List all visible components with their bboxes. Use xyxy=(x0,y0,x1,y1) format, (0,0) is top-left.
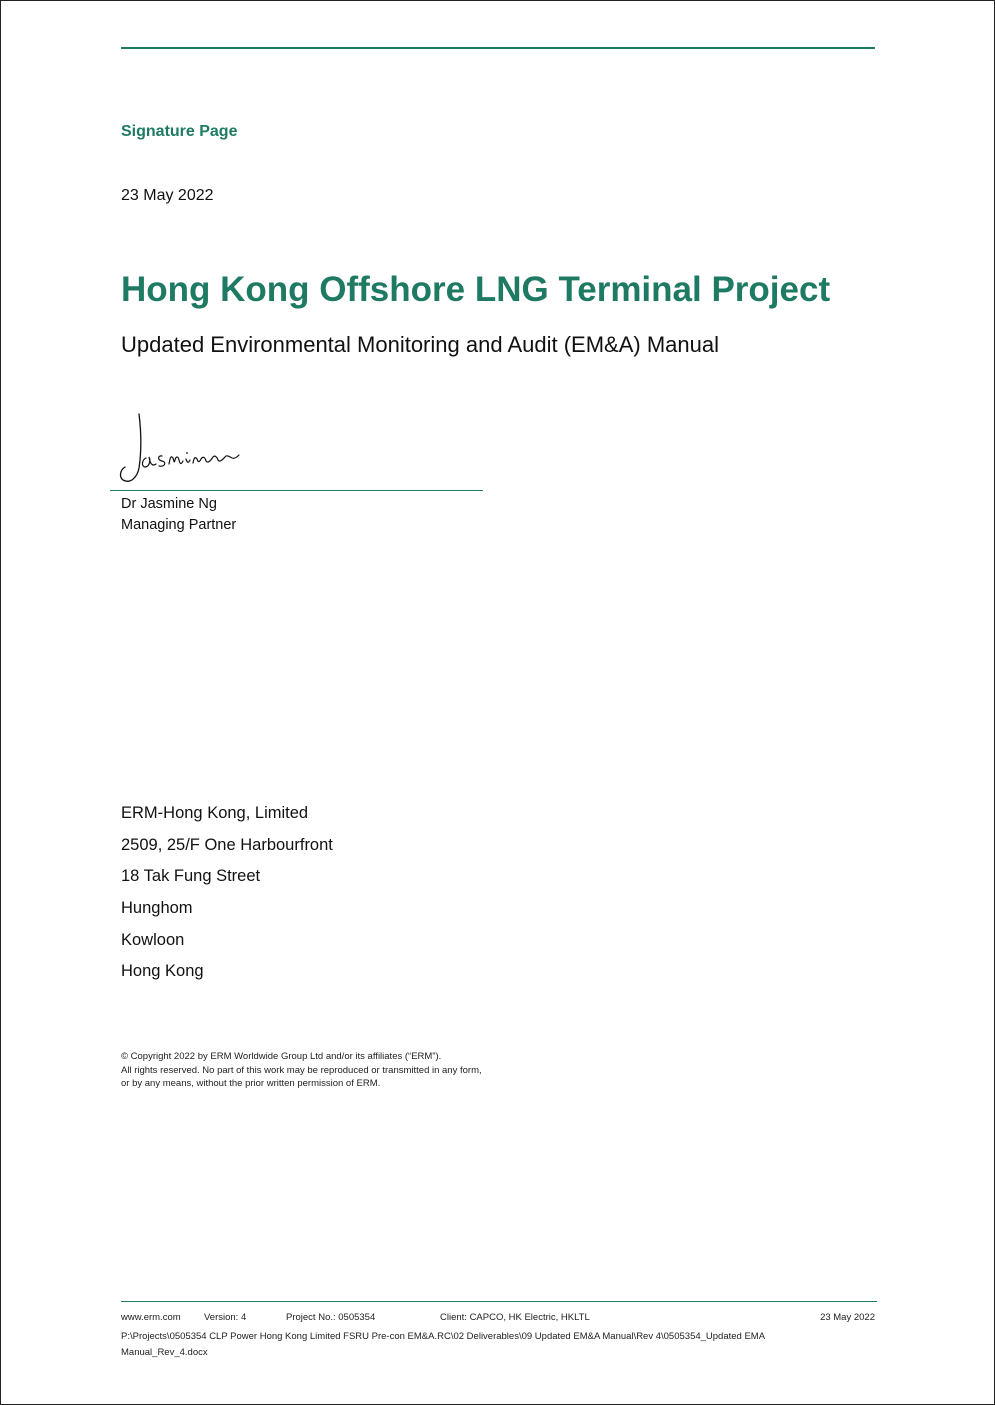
copyright-line: © Copyright 2022 by ERM Worldwide Group Ltd and/or its affiliates (“ERM”). xyxy=(121,1051,442,1062)
header-rule xyxy=(121,47,875,49)
address-line: Kowloon xyxy=(121,930,185,949)
signatory-name: Dr Jasmine Ng xyxy=(121,496,217,512)
copyright-notice xyxy=(121,1050,482,1091)
footer-client: Client: CAPCO, HK Electric, HKLTL xyxy=(440,1312,590,1323)
footer-date: 23 May 2022 xyxy=(820,1312,875,1323)
document-date: 23 May 2022 xyxy=(121,187,214,204)
footer-file-path: P:\Projects\0505354 CLP Power Hong Kong Limited FSRU Pre-con EM&A.RC\02 Deliverables\09 Updated EM&A Manual\Rev 4\0505354_Updated EMA Manual_Rev_4.docx xyxy=(121,1331,765,1358)
address-line: 2509, 25/F One Harbourfront xyxy=(121,835,333,854)
signatory-role: Managing Partner xyxy=(121,517,237,533)
footer-project-number: Project No.: 0505354 xyxy=(286,1312,376,1323)
footer-info-row xyxy=(121,1312,875,1326)
copyright-line: All rights reserved. No part of this work may be reproduced or transmitted in any form, xyxy=(121,1064,482,1076)
copyright-line: or by any means, without the prior written permission of ERM. xyxy=(121,1078,381,1089)
handwritten-signature xyxy=(112,410,247,486)
footer-rule xyxy=(121,1301,877,1302)
document-title: Hong Kong Offshore LNG Terminal Project xyxy=(121,270,831,309)
company-address xyxy=(121,802,333,992)
address-line: ERM-Hong Kong, Limited xyxy=(121,804,309,822)
address-line: Hong Kong xyxy=(121,962,204,981)
page-footer xyxy=(121,1312,875,1361)
signature-line xyxy=(110,490,483,491)
footer-version: Version: 4 xyxy=(204,1312,247,1323)
address-line: 18 Tak Fung Street xyxy=(121,867,261,886)
footer-website: www.erm.com xyxy=(121,1312,181,1323)
address-line: Hunghom xyxy=(121,899,193,918)
section-label: Signature Page xyxy=(121,123,238,140)
document-subtitle: Updated Environmental Monitoring and Audit (EM&A) Manual xyxy=(121,332,719,357)
